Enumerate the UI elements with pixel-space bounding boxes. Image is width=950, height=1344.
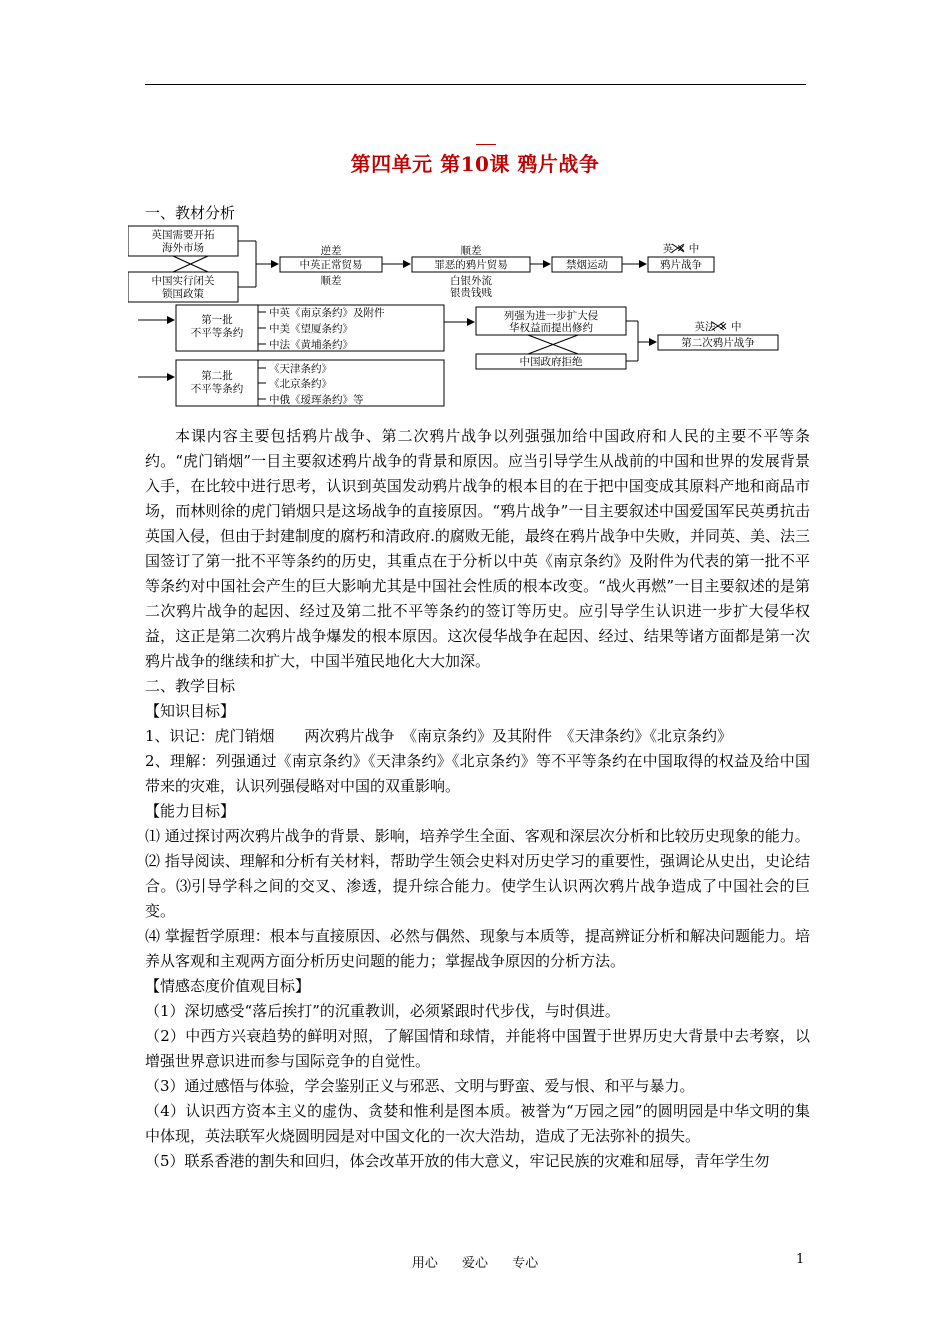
ability-goal-1: ⑴ 通过探讨两次鸦片战争的背景、影响，培养学生全面、客观和深层次分析和比较历史现象的能力。: [145, 827, 810, 845]
war2-sides-label: 英法 ✕ 中: [694, 321, 742, 333]
emotion-goals-heading: 【情感态度价值观目标】: [145, 977, 311, 995]
trade-deficit-label: 逆差: [320, 245, 342, 257]
revise-box-line1: 列强为进一步扩大侵: [503, 310, 599, 322]
war1-sides-label: 英 ✕ 中: [662, 243, 700, 255]
knowledge-goal-2: 2、理解：列强通过《南京条约》《天津条约》《北京条约》等不平等条约在中国取得的权益及给中国带来的灾难，认识列强侵略对中国的双重影响。: [145, 752, 810, 795]
opium-ban-box: 禁烟运动: [566, 259, 608, 271]
footer-motto: 用心 爱心 专心: [411, 1256, 539, 1271]
batch2-label-line2: 不平等条约: [190, 383, 244, 395]
opium-trade-box: 罪恶的鸦片贸易: [434, 259, 508, 271]
opium-war-box: 鸦片战争: [660, 259, 702, 271]
china-box-line1: 中国实行闭关: [151, 275, 215, 287]
header-rule: [145, 84, 806, 85]
title-underline-mark: [476, 144, 496, 145]
batch1-label-line1: 第一批: [201, 314, 233, 326]
china-box-line2: 锁国政策: [162, 288, 204, 300]
emotion-goal-5: （5）联系香港的割失和回归，体会改革开放的伟大意义，牢记民族的灾难和屈辱，青年学生勿: [145, 1152, 770, 1170]
section-heading-goals: 二、教学目标: [145, 677, 236, 695]
concept-diagram: [128, 222, 788, 412]
revise-box-line2: 华权益而提出修约: [509, 322, 593, 334]
trade-surplus-label: 顺差: [320, 275, 342, 287]
normal-trade-box: 中英正常贸易: [299, 259, 363, 271]
britain-box-line1: 英国需要开拓: [151, 229, 215, 241]
emotion-goal-4: （4）认识西方资本主义的虚伪、贪婪和惟利是图本质。被誉为“万园之园”的圆明园是中华文明的集中体现，英法联军火烧圆明园是对中国文化的一次大浩劫，造成了无法弥补的损失。: [145, 1102, 810, 1145]
page-title: 第四单元 第10课 鸦片战争: [0, 148, 950, 177]
evil-trade-surplus-label: 顺差: [460, 245, 482, 257]
ability-goal-4: ⑷ 掌握哲学原理：根本与直接原因、必然与偶然、现象与本质等，提高辨证分析和解决问题能力。培养从客观和主观两方面分析历史问题的能力；掌握战争原因的分析方法。: [145, 927, 810, 970]
knowledge-goal-1: 1、识记：虎门销烟 两次鸦片战争 《南京条约》及其附件 《天津条约》《北京条约》: [145, 727, 733, 745]
silver-price-label: 银贵钱贱: [450, 287, 492, 299]
emotion-goal-1: （1）深切感受“落后挨打”的沉重教训，必须紧跟时代步伐，与时俱进。: [145, 1002, 620, 1020]
analysis-paragraph: 本课内容主要包括鸦片战争、第二次鸦片战争以列强强加给中国政府和人民的主要不平等条约。“虎门销烟”一目主要叙述鸦片战争的背景和原因。应当引导学生从战前的中国和世界的发展背景入手，在比较中进行思考，认识到英国发动鸦片战争的根本目的在于把中国变成其原料产地和商品市场，而林则徐的虎门销烟只是这场战争的直接原因。“鸦片战争”一目主要叙述中国爱国军民英勇抗击英国入侵，但由于封建制度的腐朽和清政府.的腐败无能，最终在鸦片战争中失败，并同英、美、法三国签订了第一批不平等条约的历史，其重点在于分析以中英《南京条约》及附件为代表的第一批不平等条约对中国社会产生的巨大影响尤其是中国社会性质的根本改变。“战火再燃”一目主要叙述的是第二次鸦片战争的起因、经过及第二批不平等条约的签订等历史。应引导学生认识进一步扩大侵华权益，这正是第二次鸦片战争爆发的根本原因。这次侵华战争在起因、经过、结果等诸方面都是第一次鸦片战争的继续和扩大，中国半殖民地化大大加深。: [145, 427, 810, 670]
page-number: 1: [796, 1252, 805, 1267]
emotion-goal-3: （3）通过感悟与体验，学会鉴别正义与邪恶、文明与野蛮、爱与恨、和平与暴力。: [145, 1077, 695, 1095]
knowledge-goals-heading: 【知识目标】: [145, 702, 236, 720]
refusal-box: 中国政府拒绝: [519, 356, 583, 368]
batch2-treaty-2: 《北京条约》: [269, 378, 332, 390]
ability-goals-heading: 【能力目标】: [145, 802, 236, 820]
batch1-treaty-1: 中英《南京条约》及附件: [269, 307, 385, 319]
batch1-treaty-3: 中法《黄埔条约》: [269, 339, 353, 351]
batch2-treaty-1: 《天津条约》: [269, 363, 332, 375]
batch2-treaty-3: 中俄《瑷珲条约》等: [269, 394, 364, 406]
second-opium-war-box: 第二次鸦片战争: [681, 337, 755, 349]
batch1-label-line2: 不平等条约: [190, 327, 244, 339]
ability-goal-2: ⑵ 指导阅读、理解和分析有关材料，帮助学生领会史料对历史学习的重要性，强调论从史出，史论结合。⑶引导学科之间的交叉、渗透，提升综合能力。使学生认识两次鸦片战争造成了中国社会的巨变。: [145, 852, 810, 920]
britain-box-line2: 海外市场: [162, 242, 204, 254]
silver-outflow-label: 白银外流: [450, 275, 492, 287]
emotion-goal-2: （2）中西方兴衰趋势的鲜明对照，了解国情和球情，并能将中国置于世界历史大背景中去考察，以增强世界意识进而参与国际竞争的自觉性。: [145, 1027, 810, 1070]
batch1-treaty-2: 中美《望厦条约》: [269, 323, 353, 335]
batch2-label-line1: 第二批: [201, 370, 233, 382]
section-heading-analysis: 一、教材分析: [145, 204, 236, 222]
document-body: [145, 424, 810, 1174]
